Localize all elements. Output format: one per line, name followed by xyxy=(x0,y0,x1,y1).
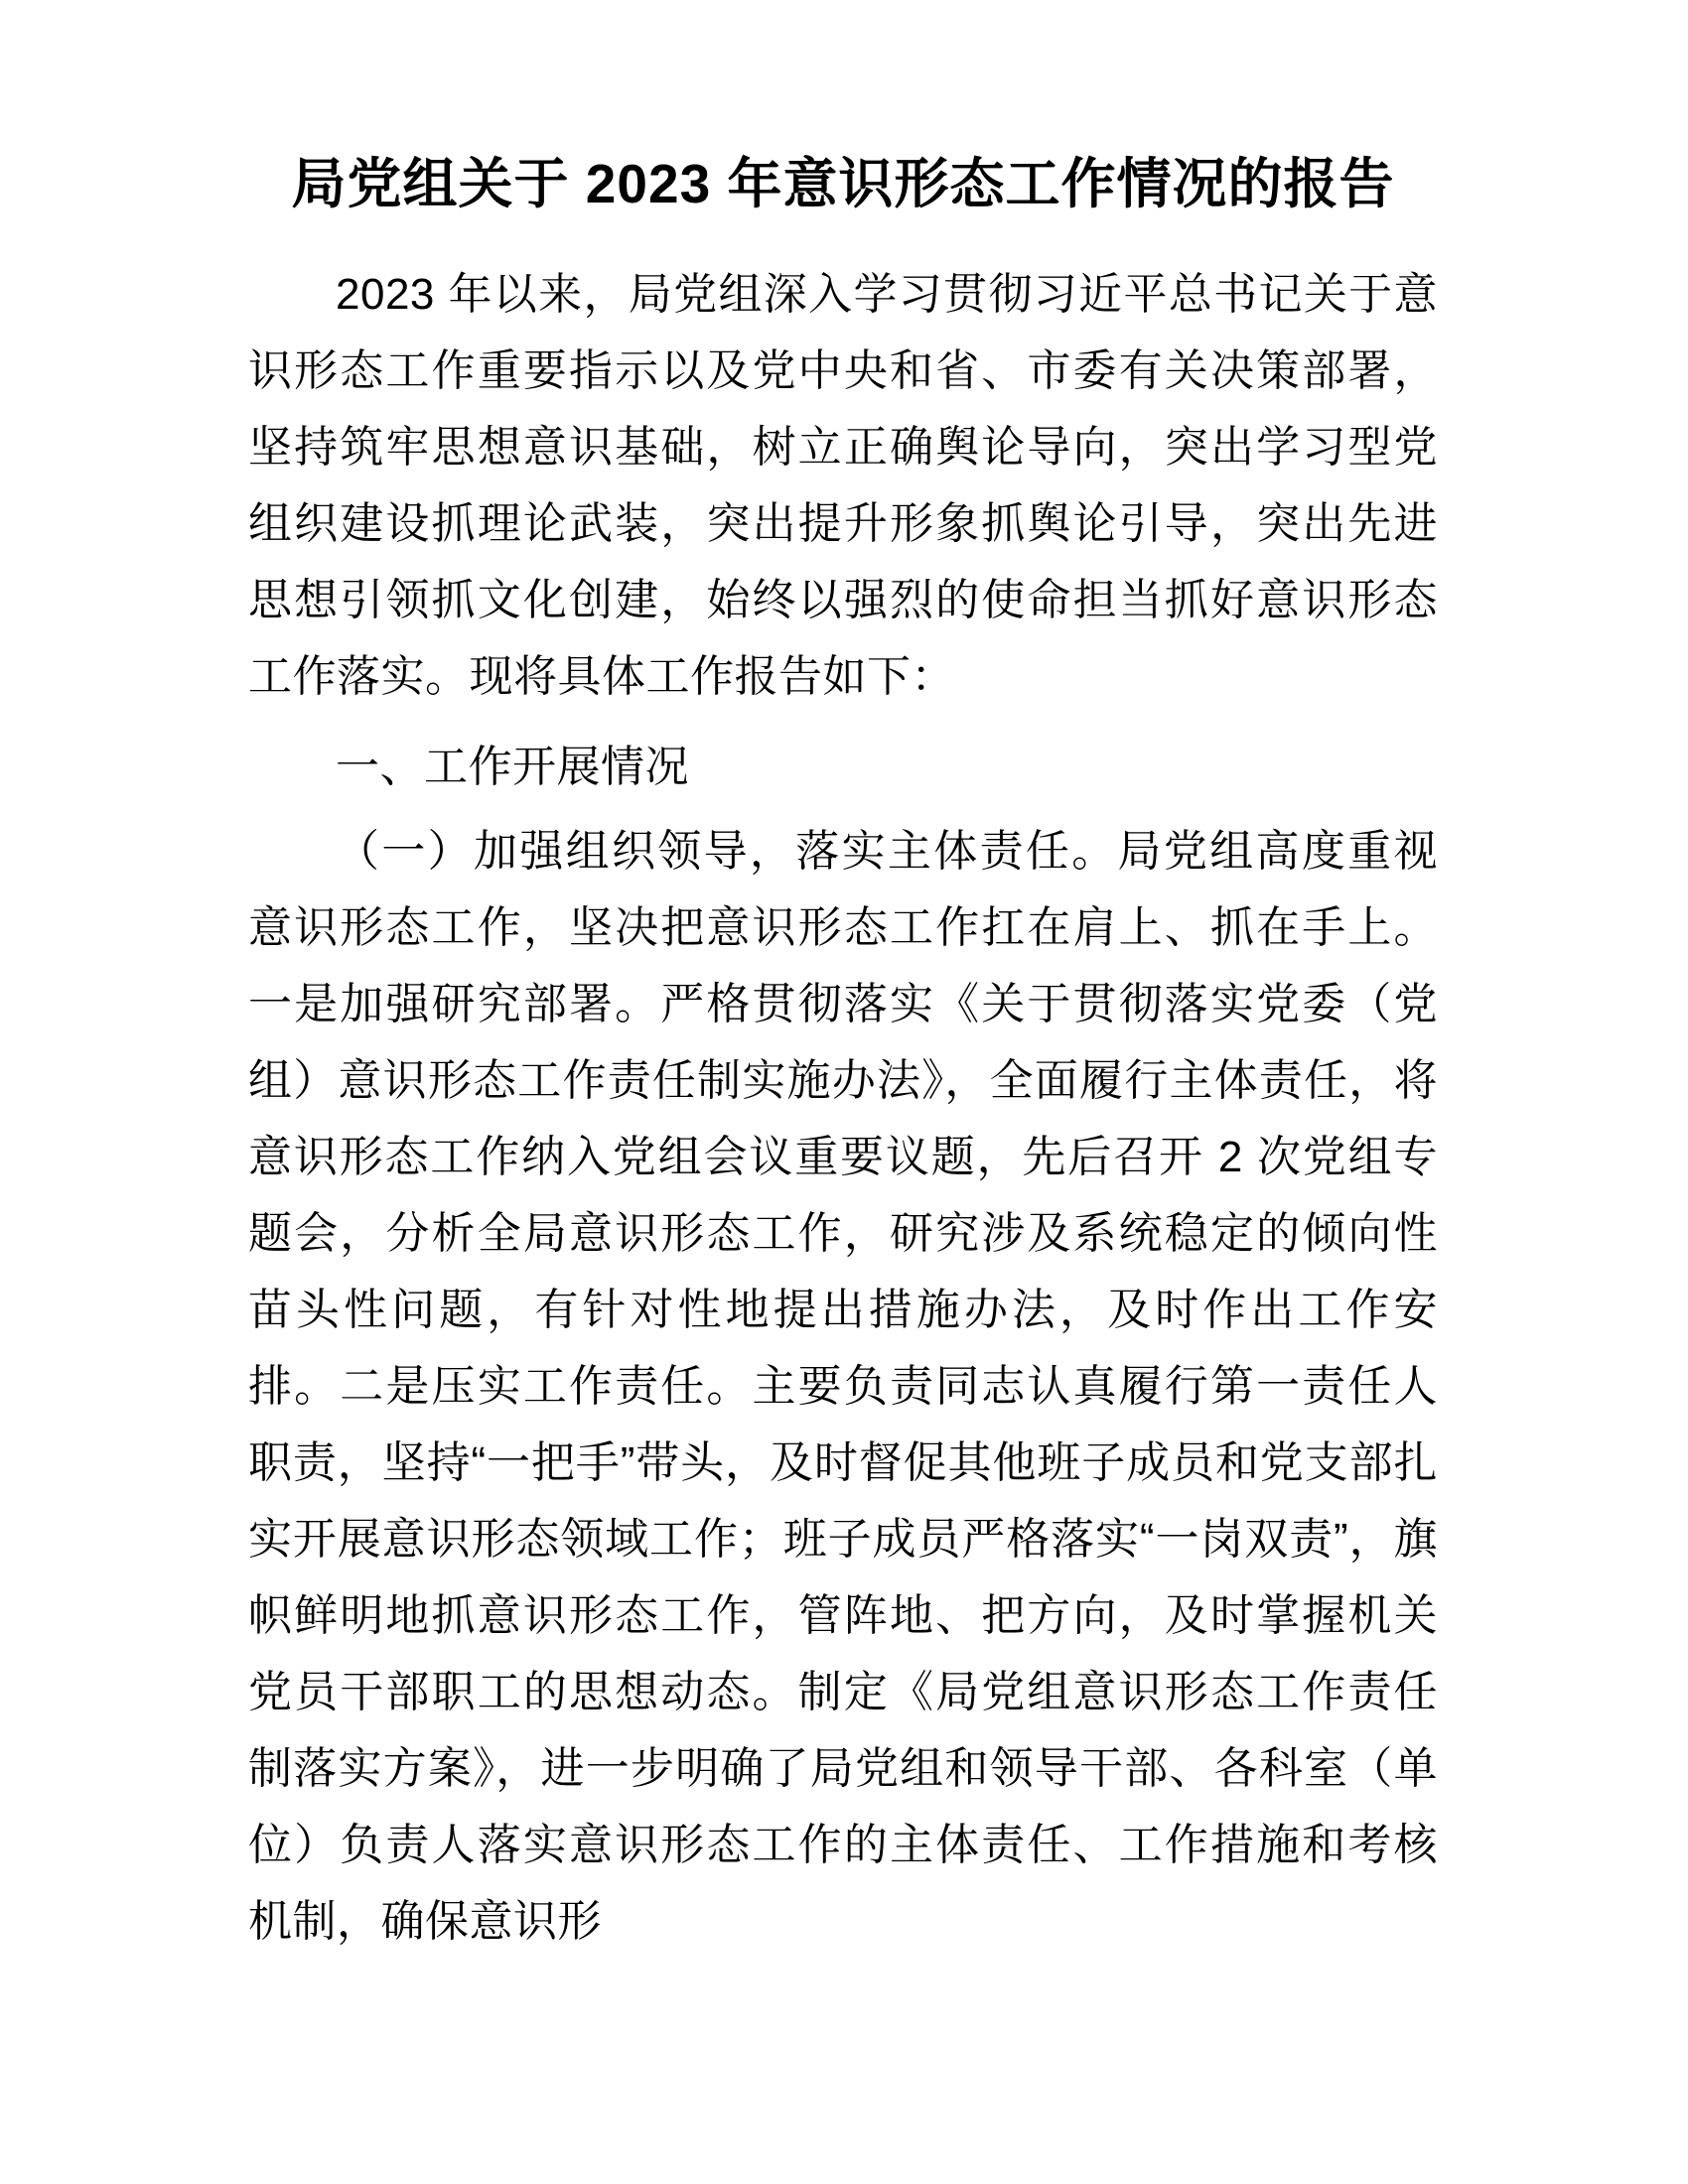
section-heading-work-progress: 一、工作开展情况 xyxy=(336,742,689,791)
document-title: 局党组关于 2023 年意识形态工作情况的报告 xyxy=(291,153,1395,214)
paragraph-intro: 2023 年以来，局党组深入学习贯彻习近平总书记关于意识形态工作重要指示以及党中央和省、市委有关决策部署，坚持筑牢思想意识基础，树立正确舆论导向，突出学习型党组织建设抓理论武装，突出提升形象抓舆论引导，突出先进思想引领抓文化创建，始终以强烈的使命担当抓好意识形态工作落实。现将具体工作报告如下： xyxy=(248,269,1438,701)
paragraph-section-1-item-1: （一）加强组织领导，落实主体责任。局党组高度重视意识形态工作，坚决把意识形态工作扛在肩上、抓在手上。一是加强研究部署。严格贯彻落实《关于贯彻落实党委（党组）意识形态工作责任制实施办法》，全面履行主体责任，将意识形态工作纳入党组会议重要议题，先后召开 2 次党组专题会，分析全局意识形态工作，研究涉及系统稳定的倾向性苗头性问题，有针对性地提出措施办法，及时作出工作安排。二是压实工作责任。主要负责同志认真履行第一责任人职责，坚持“一把手”带头，及时督促其他班子成员和党支部扎实开展意识形态领域工作；班子成员严格落实“一岗双责”，旗帜鲜明地抓意识形态工作，管阵地、把方向，及时掌握机关党员干部职工的思想动态。制定《局党组意识形态工作责任制落实方案》，进一步明确了局党组和领导干部、各科室（单位）负责人落实意识形态工作的主体责任、工作措施和考核机制，确保意识形 xyxy=(248,826,1438,1946)
